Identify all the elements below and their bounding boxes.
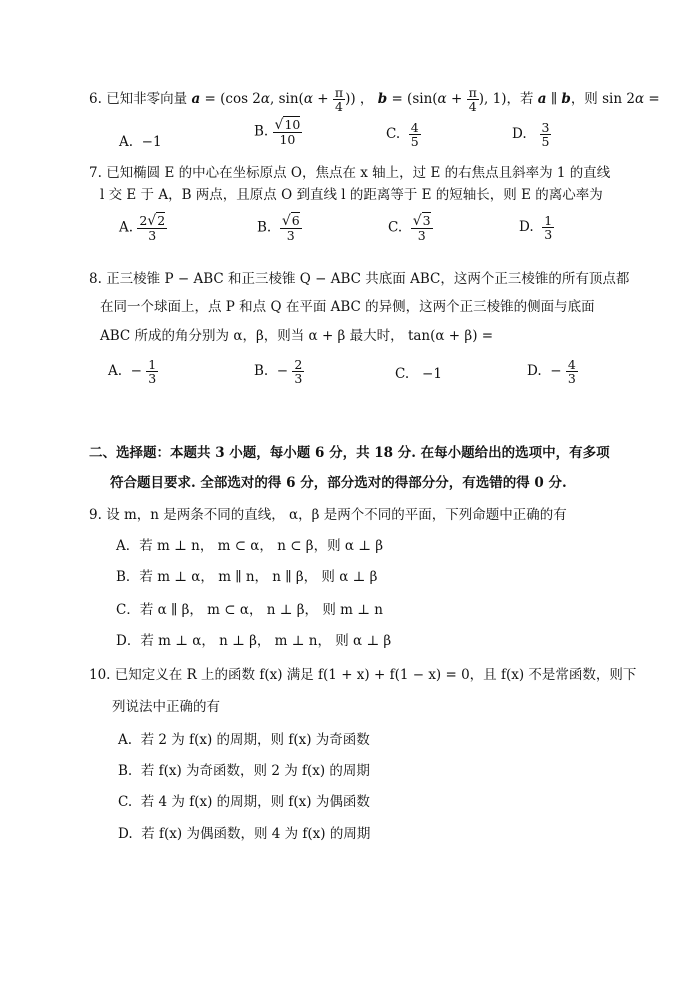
q10-line1	[89, 666, 636, 684]
option-value: 若 f(x) 为奇函数，则 2 为 f(x) 的周期	[140, 763, 370, 779]
option-label: A．	[116, 538, 140, 554]
option-value: $\frac{4}{5}$	[410, 120, 419, 149]
q6-stem-text: 已知非零向量	[106, 91, 188, 107]
q8-line2: 在同一个球面上，点 P 和点 Q 在平面 ABC 的异侧，这两个正三棱锥的侧面与底面	[100, 299, 595, 315]
option-value: 若 m ⊥ n， m ⊂ α， n ⊂ β，则 α ⊥ β	[139, 538, 384, 554]
option-label: D．	[116, 633, 141, 649]
option-label: B.	[254, 123, 269, 140]
option-label: C.	[395, 366, 410, 382]
q7-option-b[interactable]	[257, 214, 302, 242]
section2-heading-line2: 符合题目要求. 全部选对的得 6 分，部分选对的得部分分，有选错的得 0 分.	[110, 475, 567, 491]
q9-option-b[interactable]	[116, 568, 377, 586]
q10-option-a[interactable]	[118, 731, 370, 749]
q7-option-c[interactable]	[388, 214, 433, 242]
q7-option-a[interactable]	[119, 214, 167, 242]
option-value: $\frac{2}{3}$	[294, 357, 303, 386]
q10-line2: 列说法中正确的有	[112, 699, 220, 715]
q8-option-a[interactable]: A. − $\frac{1}{3}$	[108, 357, 157, 386]
option-value: 若 m ⊥ α， n ⊥ β， m ⊥ n， 则 α ⊥ β	[140, 633, 392, 649]
option-value: $\frac{3}{5}$	[541, 120, 550, 149]
option-label: B.	[254, 363, 269, 379]
q6-option-a[interactable]	[119, 134, 162, 150]
q6-stem: 6. 已知非零向量 a = (cos 2α, sin(α + $\frac{\pi}{4}$ )) ， b = (sin(α + $\frac{\pi}{4}$ ), 1)，若 a ∥ b，则 sin 2α =	[89, 85, 660, 114]
section2-heading-line1: 二、选择题：本题共 3 小题，每小题 6 分，共 18 分. 在每小题给出的选项中，有多项	[89, 445, 610, 461]
option-label: A.	[108, 363, 123, 379]
option-value: $\frac{4}{3}$	[567, 357, 576, 386]
q8-text: 正三棱锥 P − ABC 和正三棱锥 Q − ABC 共底面 ABC，这两个正三棱锥的所有顶点都	[106, 271, 630, 287]
option-value: 若 m ⊥ α， m ∥ n， n ∥ β， 则 α ⊥ β	[139, 569, 378, 585]
q8-option-c[interactable]	[395, 366, 442, 382]
q6-option-c[interactable]	[386, 121, 421, 148]
option-label: C.	[386, 126, 401, 142]
option-value: $\frac{√3}{3}$	[412, 213, 431, 243]
option-label: B.	[118, 763, 133, 779]
option-label: B.	[257, 219, 272, 236]
option-label: A.	[119, 219, 134, 236]
q8-option-d[interactable]: D. − $\frac{4}{3}$	[527, 357, 576, 386]
option-value: −1	[422, 366, 442, 382]
option-label: A.	[119, 134, 134, 150]
option-value: 若 α ∥ β， m ⊂ α， n ⊥ β， 则 m ⊥ n	[139, 602, 383, 618]
q7-number: 7.	[89, 165, 102, 181]
q8-number: 8.	[89, 271, 102, 287]
option-value: 若 2 为 f(x) 的周期，则 f(x) 为奇函数	[140, 732, 370, 748]
q10-text: 已知定义在 R 上的函数 f(x) 满足 f(1 + x) + f(1 − x) = 0，且 f(x) 不是常函数，则下	[114, 667, 637, 683]
q6-option-d[interactable]	[512, 121, 551, 148]
q6-number: 6.	[89, 91, 102, 107]
q10-option-b[interactable]	[118, 762, 370, 780]
option-label: C.	[118, 794, 133, 810]
q6-option-b[interactable]	[254, 118, 302, 146]
option-value: $\frac{1}{3}$	[148, 357, 157, 386]
option-value: $\frac{√6}{3}$	[281, 213, 300, 243]
option-label: D.	[118, 826, 133, 842]
option-value: 若 4 为 f(x) 的周期，则 f(x) 为偶函数	[140, 794, 370, 810]
option-value: $\frac{√10}{10}$	[274, 117, 301, 147]
option-label: C.	[388, 219, 403, 236]
q10-number: 10.	[89, 667, 111, 683]
q8-line3: ABC 所成的角分别为 α，β，则当 α + β 最大时， tan(α + β) =	[100, 328, 494, 344]
option-value: $\frac{2√2}{3}$	[139, 213, 166, 243]
option-label: D.	[519, 219, 534, 235]
option-value: $\frac{1}{3}$	[544, 213, 553, 242]
option-label: D.	[527, 363, 542, 379]
q9-option-a[interactable]	[116, 537, 383, 555]
q7-line2: l 交 E 于 A，B 两点，且原点 O 到直线 l 的距离等于 E 的短轴长，则 E 的离心率为	[100, 187, 603, 203]
q9-option-c[interactable]	[116, 601, 383, 619]
q9-number: 9.	[89, 507, 102, 523]
q7-option-d[interactable]	[519, 214, 554, 241]
option-label: A.	[118, 732, 133, 748]
q9-stem	[89, 506, 567, 524]
q8-line1	[89, 270, 629, 288]
option-label: D.	[512, 126, 527, 142]
option-label: B．	[116, 569, 140, 585]
q9-option-d[interactable]	[116, 632, 391, 650]
q7-text: 已知椭圆 E 的中心在坐标原点 O，焦点在 x 轴上，过 E 的右焦点且斜率为 1 的直线	[106, 165, 611, 181]
q10-option-d[interactable]	[118, 825, 370, 843]
q7-line1	[89, 164, 610, 182]
option-value: −1	[141, 134, 162, 150]
q8-option-b[interactable]: B. − $\frac{2}{3}$	[254, 357, 303, 386]
option-label: C．	[116, 602, 140, 618]
q10-option-c[interactable]	[118, 793, 370, 811]
q9-text: 设 m，n 是两条不同的直线， α，β 是两个不同的平面，下列命题中正确的有	[106, 507, 567, 523]
option-value: 若 f(x) 为偶函数，则 4 为 f(x) 的周期	[141, 826, 371, 842]
